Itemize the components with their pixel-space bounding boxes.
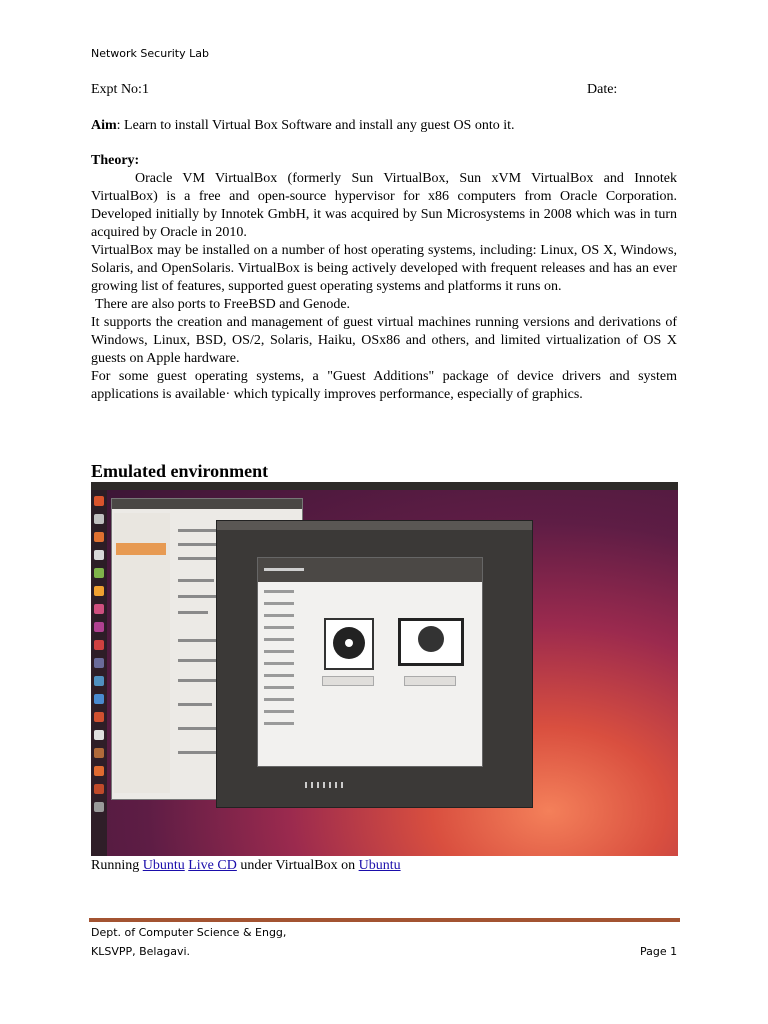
caption-prefix: Running — [91, 858, 143, 873]
theory-paragraph-5: For some guest operating systems, a "Guest Additions" package of device drivers and system applications is available· which typically improves performance, especially of graphics. — [91, 369, 677, 402]
header-title: Network Security Lab — [91, 47, 209, 60]
detail-line — [178, 659, 216, 662]
launcher-icon — [94, 694, 104, 704]
date-label: Date: — [587, 82, 618, 97]
aim-text: : Learn to install Virtual Box Software and install any guest OS onto it. — [116, 118, 515, 133]
vm-list — [114, 513, 170, 793]
aim-line — [91, 118, 681, 134]
ubuntu-host-link[interactable]: Ubuntu — [358, 858, 401, 873]
launcher-icon — [94, 604, 104, 614]
detail-line — [178, 703, 212, 706]
ubuntu-top-panel — [91, 482, 678, 490]
launcher-icon — [94, 658, 104, 668]
caption-middle: under VirtualBox on — [236, 858, 359, 873]
welcome-label — [264, 568, 304, 571]
ubuntu-installer-dialog — [257, 557, 483, 767]
launcher-icon — [94, 748, 104, 758]
experiment-number: Expt No:1 — [91, 82, 149, 97]
cd-icon — [324, 618, 374, 670]
disc-icon — [333, 627, 365, 659]
theory-heading: Theory: — [91, 153, 140, 168]
laptop-icon — [398, 618, 464, 666]
launcher-icon — [94, 586, 104, 596]
footer-rule — [89, 918, 680, 922]
figure-caption — [91, 858, 401, 874]
theory-paragraph-2: VirtualBox may be installed on a number of host operating systems, including: Linux, OS X, Windows, Solaris, and OpenSolaris. VirtualBox is being actively developed with frequent releases and has an ever growing list of features, supported guest operating systems and platforms it runs on. — [91, 243, 677, 294]
theory-paragraph-1: Oracle VM VirtualBox (formerly Sun VirtualBox, Sun xVM VirtualBox and Innotek VirtualBox) is a free and open-source hypervisor for x86 computers from Oracle Corporation. Developed initially by Innotek GmbH, it was acquired by Sun Microsystems in 2008 which was in turn acquired by Oracle in 2010. — [91, 171, 677, 240]
launcher-icon — [94, 640, 104, 650]
window-titlebar — [112, 499, 302, 509]
launcher-icon — [94, 532, 104, 542]
virtualbox-screenshot — [91, 482, 678, 856]
installer-header — [258, 558, 482, 582]
aim-label: Aim — [91, 118, 117, 133]
live-cd-link[interactable]: Live CD — [188, 858, 237, 873]
detail-line — [178, 611, 208, 614]
selected-vm — [116, 543, 166, 555]
launcher-icon — [94, 802, 104, 812]
launcher-icon — [94, 766, 104, 776]
detail-line — [178, 751, 218, 754]
language-list — [264, 590, 304, 760]
launcher-icon — [94, 622, 104, 632]
section-heading: Emulated environment — [91, 461, 269, 481]
theory-paragraph-4: It supports the creation and management of guest virtual machines running versions and derivations of Windows, Linux, BSD, OS/2, Solaris, Haiku, OSx86 and others, and limited virtualization of OS X guests on Apple hardware. — [91, 315, 677, 366]
launcher-icon — [94, 784, 104, 794]
ubuntu-launcher — [91, 490, 107, 856]
page-number: Page 1 — [640, 945, 678, 958]
footer-department: Dept. of Computer Science & Engg, — [91, 926, 287, 939]
launcher-icon — [94, 496, 104, 506]
launcher-icon — [94, 712, 104, 722]
try-ubuntu-button[interactable] — [322, 676, 374, 686]
launcher-icon — [94, 550, 104, 560]
detail-line — [178, 639, 220, 642]
launcher-icon — [94, 514, 104, 524]
theory-body — [91, 170, 677, 404]
ubuntu-logo-icon — [418, 626, 444, 652]
ubuntu-link[interactable]: Ubuntu — [142, 858, 185, 873]
window-titlebar — [217, 521, 532, 530]
theory-paragraph-3: There are also ports to FreeBSD and Genode. — [95, 297, 351, 312]
detail-line — [178, 543, 218, 546]
detail-line — [178, 579, 214, 582]
guest-vm-window — [216, 520, 533, 808]
launcher-icon — [94, 676, 104, 686]
launcher-icon — [94, 730, 104, 740]
footer-college: KLSVPP, Belagavi. — [91, 945, 191, 958]
progress-dots — [305, 775, 347, 793]
install-ubuntu-button[interactable] — [404, 676, 456, 686]
launcher-icon — [94, 568, 104, 578]
